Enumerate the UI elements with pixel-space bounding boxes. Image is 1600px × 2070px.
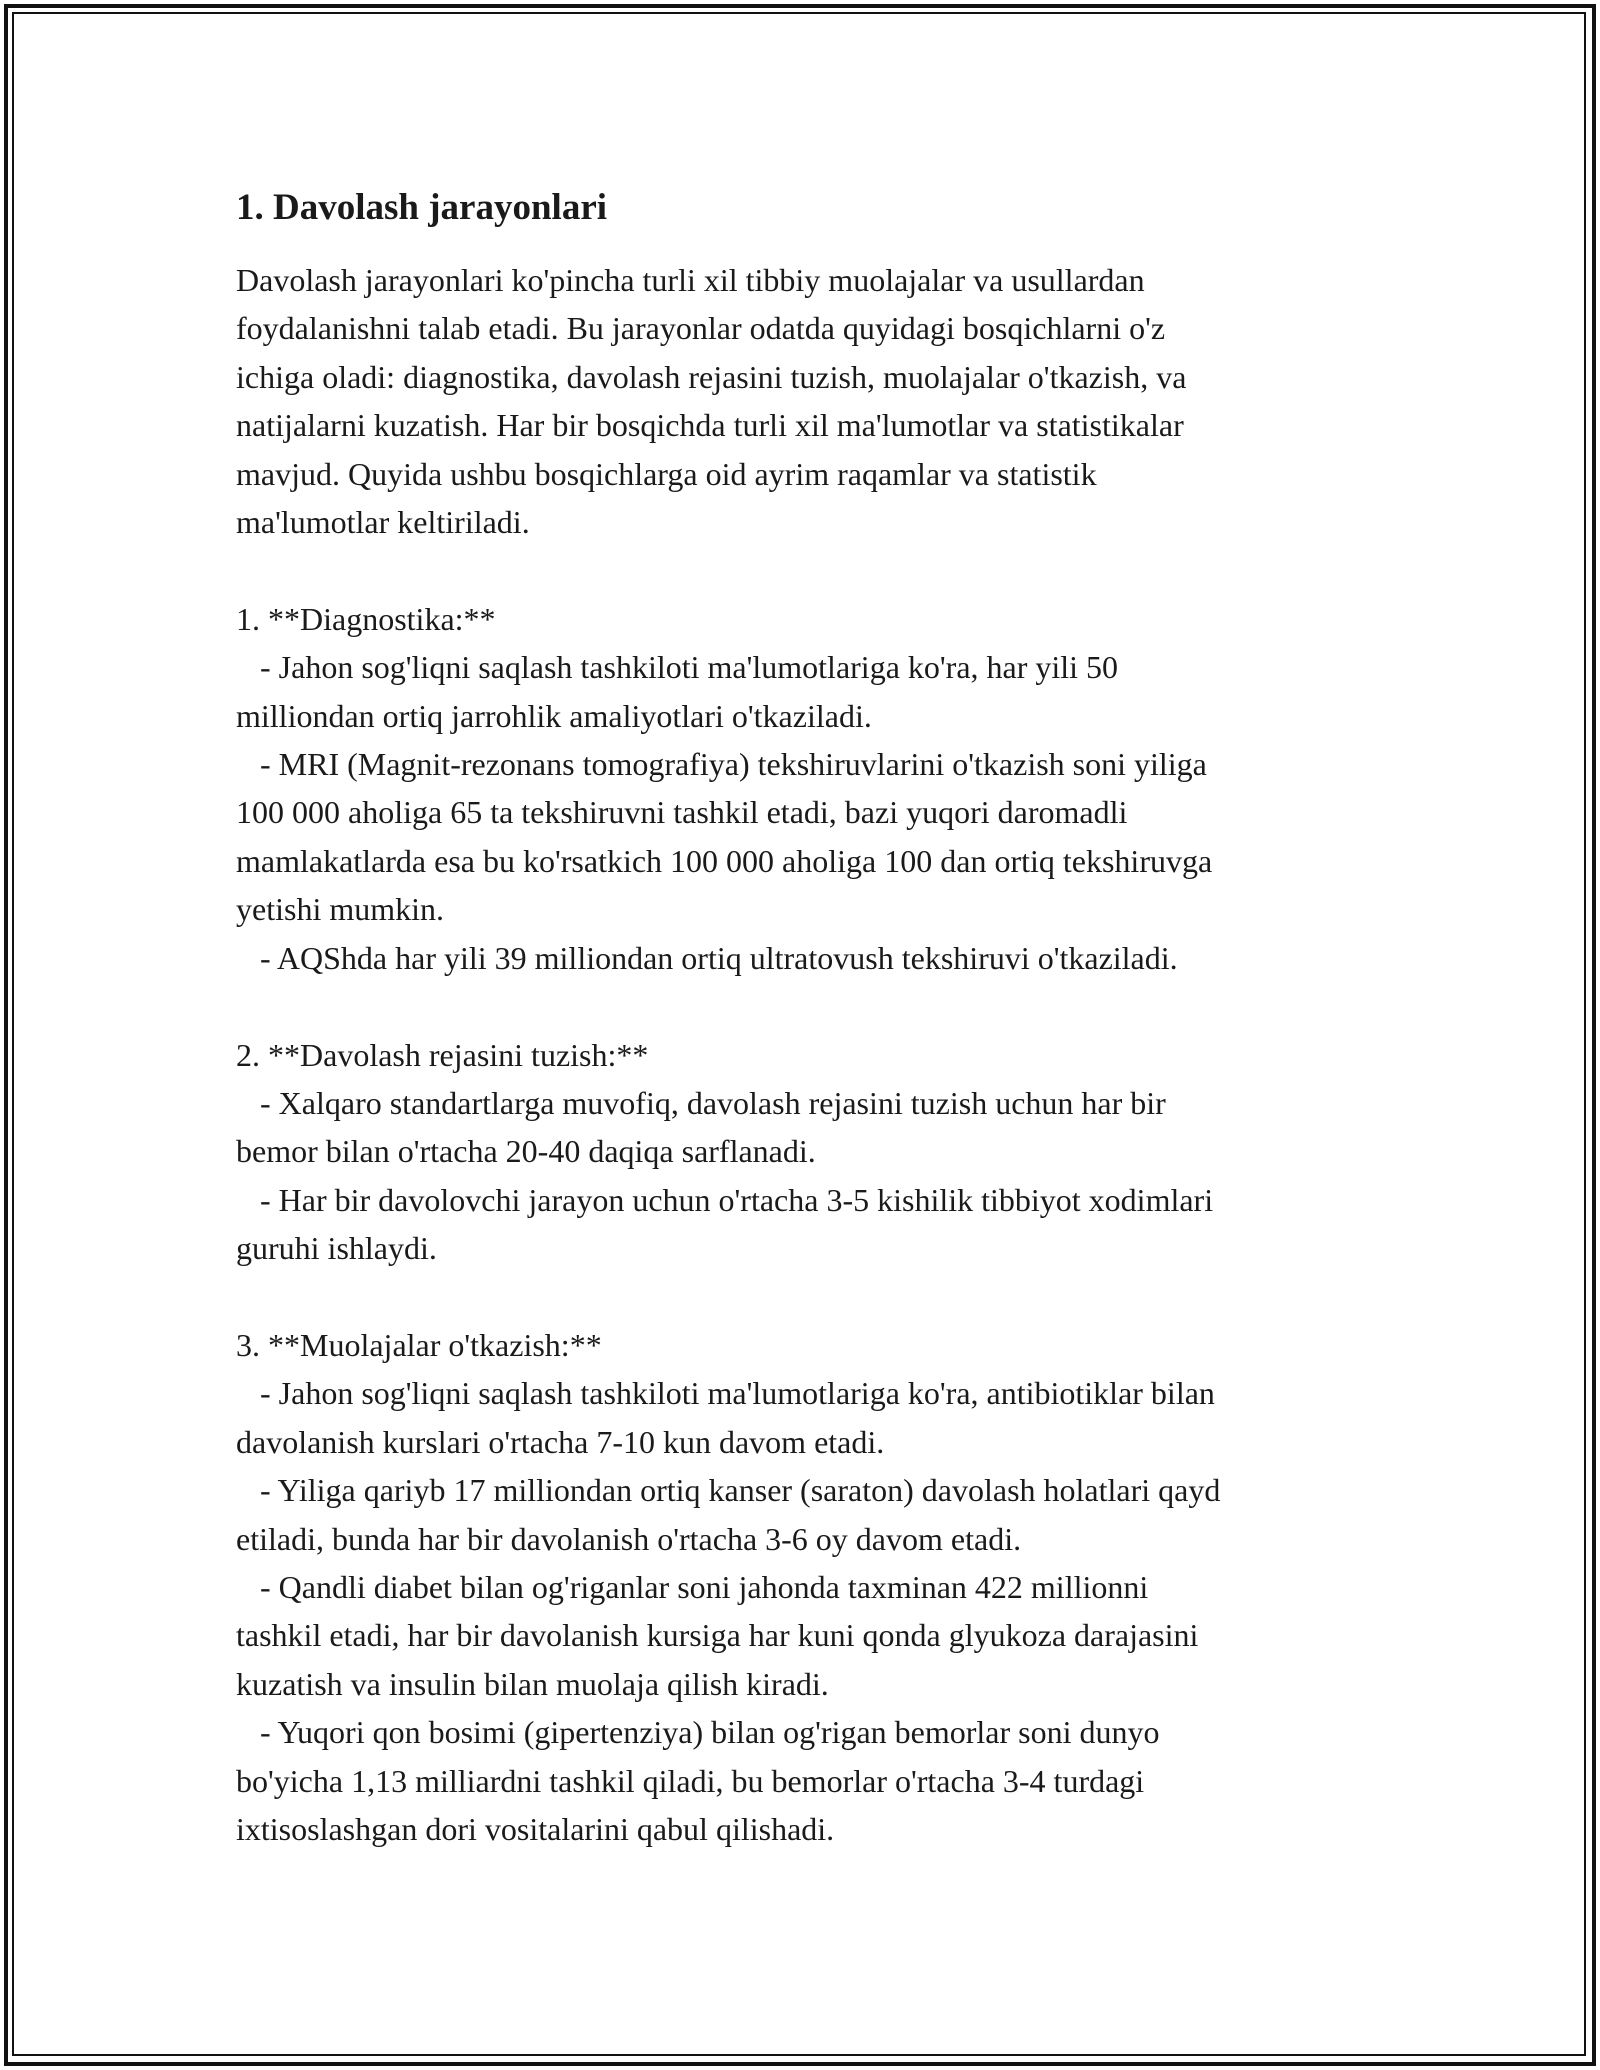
section-body: Davolash jarayonlari ko'pincha turli xil tibbiy muolajalar va usullardan foydalanishni talab etadi. Bu jarayonlar odatda quyidagi bosqichlarni o'z ichiga oladi: diagnostika, davolash rejasini tuzish, muolajalar o'tkazish, va natijalarni kuzatish. Har bir bosqichda turli xil ma'lumotlar va statistikalar mavjud. Quyida ushbu bosqichlarga oid ayrim raqamlar va statistik ma'lumotlar keltiriladi. 1. **Diagnostika:** - Jahon sog'liqni saqlash tashkiloti ma'lumotlariga ko'ra, har yili 50 milliondan ortiq jarrohlik amaliyotlari o'tkaziladi. - MRI (Magnit-rezonans tomografiya) tekshiruvlarini o'tkazish soni yiliga 100 000 aholiga 65 ta tekshiruvni tashkil etadi, bazi yuqori daromadli mamlakatlarda esa bu ko'rsatkich 100 000 aholiga 100 dan ortiq tekshiruvga yetishi mumkin. - AQShda har yili 39 milliondan ortiq ultratovush tekshiruvi o'tkaziladi. 2. **Davolash rejasini tuzish:** - Xalqaro standartlarga muvofiq, davolash rejasini tuzish uchun har bir bemor bilan o'rtacha 20-40 daqiqa sarflanadi. - Har bir davolovchi jarayon uchun o'rtacha 3-5 kishilik tibbiyot xodimlari guruhi ishlaydi. 3. **Muolajalar o'tkazish:** - Jahon sog'liqni saqlash tashkiloti ma'lumotlariga ko'ra, antibiotiklar bilan davolanish kurslari o'rtacha 7-10 kun davom etadi. - Yiliga qariyb 17 milliondan ortiq kanser (saraton) davolash holatlari qayd etiladi, bunda har bir davolanish o'rtacha 3-6 oy davom etadi. - Qandli diabet bilan og'riganlar soni jahonda taxminan 422 millionni tashkil etadi, har bir davolanish kursiga har kuni qonda glyukoza darajasini kuzatish va insulin bilan muolaja qilish kiradi. - Yuqori qon bosimi (gipertenziya) bilan og'rigan bemorlar soni dunyo bo'yicha 1,13 milliardni tashkil qiladi, bu bemorlar o'rtacha 3-4 turdagi ixtisoslashgan dori vositalarini qabul qilishadi. — [236, 262, 1221, 1847]
document-content — [236, 186, 1366, 1853]
section-heading: 1. Davolash jarayonlari — [236, 187, 608, 228]
